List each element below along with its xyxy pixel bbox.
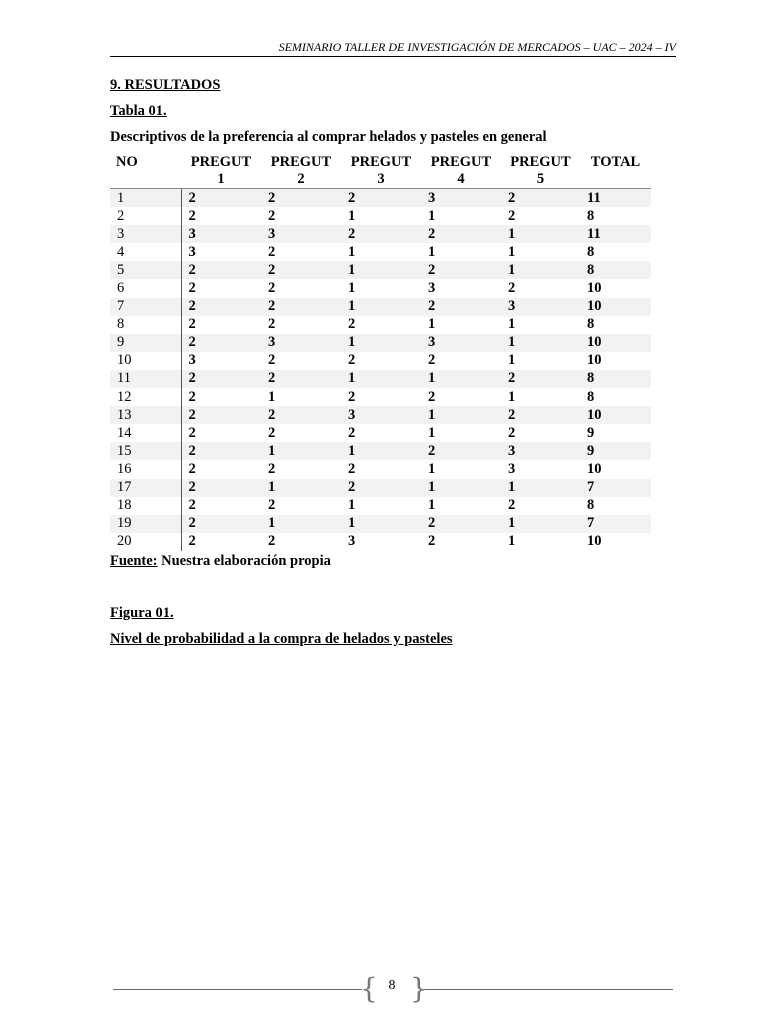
answer-cell: 2 xyxy=(261,261,341,279)
table-caption: Descriptivos de la preferencia al comprar helados y pasteles en general xyxy=(110,129,547,145)
column-header: PREGUT 3 xyxy=(341,154,421,189)
answer-cell: 2 xyxy=(341,479,421,497)
answer-cell: 3 xyxy=(341,406,421,424)
answer-cell: 2 xyxy=(188,388,196,405)
row-number-cell: 14 xyxy=(110,424,181,442)
table-row xyxy=(110,334,651,352)
answer-cell: 1 xyxy=(501,261,580,279)
answer-cell: 2 xyxy=(181,370,261,388)
row-number-cell: 20 xyxy=(110,533,181,551)
row-number-cell: 11 xyxy=(110,370,181,388)
answer-cell: 1 xyxy=(428,460,436,477)
answer-cell: 1 xyxy=(428,243,436,260)
row-number-cell: 19 xyxy=(110,515,181,533)
answer-cell: 2 xyxy=(181,515,261,533)
answer-cell: 1 xyxy=(501,479,580,497)
total-cell: 7 xyxy=(580,479,651,497)
table-row xyxy=(110,189,651,208)
answer-cell: 2 xyxy=(341,189,421,208)
row-number-cell: 6 xyxy=(110,279,181,297)
answer-cell: 1 xyxy=(348,280,356,297)
answer-cell: 2 xyxy=(268,280,276,297)
table-row xyxy=(110,515,651,533)
answer-cell: 2 xyxy=(508,424,516,441)
answer-cell: 1 xyxy=(508,316,516,333)
answer-cell: 2 xyxy=(268,424,276,441)
answer-cell: 1 xyxy=(348,243,356,260)
row-number-cell: 13 xyxy=(110,406,181,424)
answer-cell: 1 xyxy=(508,388,516,405)
answer-cell: 2 xyxy=(268,533,276,550)
total-cell: 8 xyxy=(587,497,595,514)
results-table xyxy=(110,154,651,551)
answer-cell: 2 xyxy=(268,460,276,477)
table-row xyxy=(110,442,651,460)
total-cell: 10 xyxy=(587,352,602,369)
answer-cell: 2 xyxy=(268,207,276,224)
total-cell: 8 xyxy=(587,388,595,405)
footer-rule-right xyxy=(422,989,673,990)
answer-cell: 2 xyxy=(261,298,341,316)
row-number-cell: 5 xyxy=(110,261,181,279)
total-cell: 10 xyxy=(580,406,651,424)
answer-cell: 2 xyxy=(261,406,341,424)
figure-caption: Nivel de probabilidad a la compra de helados y pasteles xyxy=(110,631,453,647)
table-row xyxy=(110,497,651,515)
answer-cell: 1 xyxy=(428,207,436,224)
answer-cell: 1 xyxy=(508,243,516,260)
answer-cell: 1 xyxy=(501,515,580,533)
answer-cell: 2 xyxy=(348,352,356,369)
answer-cell: 2 xyxy=(421,225,501,243)
running-header: SEMINARIO TALLER DE INVESTIGACIÓN DE MERCADOS – UAC – 2024 – IV xyxy=(110,40,676,57)
right-bracket-ornament: } xyxy=(410,972,428,1005)
answer-cell: 1 xyxy=(341,515,421,533)
answer-cell: 1 xyxy=(501,334,580,352)
answer-cell: 1 xyxy=(428,497,436,514)
answer-cell: 2 xyxy=(421,442,501,460)
answer-cell: 3 xyxy=(261,225,341,243)
total-cell: 8 xyxy=(587,207,595,224)
table-row xyxy=(110,298,651,316)
answer-cell: 1 xyxy=(501,225,580,243)
answer-cell: 1 xyxy=(428,316,436,333)
column-header: TOTAL xyxy=(580,154,651,189)
row-number-cell: 4 xyxy=(110,243,181,261)
total-cell: 10 xyxy=(587,460,602,477)
answer-cell: 2 xyxy=(501,189,580,208)
answer-cell: 2 xyxy=(348,388,356,405)
total-cell: 8 xyxy=(587,243,595,260)
table-row xyxy=(110,424,651,442)
answer-cell: 1 xyxy=(341,261,421,279)
table-row xyxy=(110,352,651,370)
answer-cell: 1 xyxy=(421,370,501,388)
answer-cell: 1 xyxy=(261,515,341,533)
answer-cell: 2 xyxy=(348,460,356,477)
answer-cell: 2 xyxy=(428,388,436,405)
answer-cell: 3 xyxy=(421,189,501,208)
column-header: NO xyxy=(110,154,181,189)
answer-cell: 1 xyxy=(428,424,436,441)
answer-cell: 2 xyxy=(268,497,276,514)
answer-cell: 2 xyxy=(508,497,516,514)
total-cell: 8 xyxy=(587,316,595,333)
total-cell: 10 xyxy=(587,533,602,550)
answer-cell: 2 xyxy=(268,352,276,369)
total-cell: 11 xyxy=(580,225,651,243)
page-number: 8 xyxy=(388,978,396,993)
total-cell: 9 xyxy=(587,424,595,441)
row-number-cell: 16 xyxy=(110,460,181,478)
column-header: PREGUT 2 xyxy=(261,154,341,189)
row-number-cell: 12 xyxy=(110,388,181,406)
table-row xyxy=(110,388,651,406)
answer-cell: 2 xyxy=(268,243,276,260)
answer-cell: 3 xyxy=(261,334,341,352)
table-row xyxy=(110,533,651,551)
answer-cell: 1 xyxy=(341,334,421,352)
answer-cell: 1 xyxy=(421,479,501,497)
total-cell: 11 xyxy=(580,189,651,208)
table-row xyxy=(110,460,651,478)
answer-cell: 3 xyxy=(348,533,356,550)
row-number-cell: 3 xyxy=(110,225,181,243)
table-row xyxy=(110,370,651,388)
row-number-cell: 17 xyxy=(110,479,181,497)
answer-cell: 2 xyxy=(501,370,580,388)
answer-cell: 1 xyxy=(268,388,276,405)
answer-cell: 3 xyxy=(181,225,261,243)
section-heading: 9. RESULTADOS xyxy=(110,77,221,93)
answer-cell: 2 xyxy=(348,424,356,441)
total-cell: 7 xyxy=(580,515,651,533)
table-row xyxy=(110,207,651,225)
answer-cell: 2 xyxy=(268,316,276,333)
answer-cell: 2 xyxy=(181,406,261,424)
source-label: Fuente: xyxy=(110,553,158,569)
total-cell: 10 xyxy=(580,334,651,352)
figure-label: Figura 01. xyxy=(110,605,174,621)
total-cell: 9 xyxy=(580,442,651,460)
answer-cell: 1 xyxy=(508,352,516,369)
answer-cell: 2 xyxy=(261,370,341,388)
total-cell: 10 xyxy=(580,298,651,316)
answer-cell: 3 xyxy=(188,352,196,369)
total-cell: 8 xyxy=(580,370,651,388)
answer-cell: 2 xyxy=(421,515,501,533)
source-text: Nuestra elaboración propia xyxy=(157,553,331,569)
column-header: PREGUT 1 xyxy=(181,154,261,189)
table-row xyxy=(110,279,651,297)
answer-cell: 3 xyxy=(501,298,580,316)
answer-cell: 1 xyxy=(508,533,516,550)
table-row xyxy=(110,479,651,497)
answer-cell: 2 xyxy=(181,298,261,316)
row-number-cell: 8 xyxy=(110,316,181,334)
row-number-cell: 2 xyxy=(110,207,181,225)
table-row xyxy=(110,406,651,424)
answer-cell: 1 xyxy=(341,298,421,316)
answer-cell: 2 xyxy=(421,261,501,279)
footer-rule-left xyxy=(113,989,362,990)
answer-cell: 3 xyxy=(501,442,580,460)
row-number-cell: 9 xyxy=(110,334,181,352)
answer-cell: 3 xyxy=(421,334,501,352)
column-header: PREGUT 5 xyxy=(501,154,580,189)
answer-cell: 2 xyxy=(181,334,261,352)
total-cell: 8 xyxy=(580,261,651,279)
row-number-cell: 15 xyxy=(110,442,181,460)
answer-cell: 3 xyxy=(508,460,516,477)
answer-cell: 3 xyxy=(428,280,436,297)
answer-cell: 1 xyxy=(261,479,341,497)
table-row xyxy=(110,316,651,334)
answer-cell: 2 xyxy=(181,261,261,279)
row-number-cell: 10 xyxy=(110,352,181,370)
column-header: PREGUT 4 xyxy=(421,154,501,189)
answer-cell: 2 xyxy=(181,189,261,208)
answer-cell: 2 xyxy=(428,533,436,550)
answer-cell: 1 xyxy=(421,406,501,424)
answer-cell: 2 xyxy=(421,298,501,316)
answer-cell: 2 xyxy=(501,406,580,424)
answer-cell: 2 xyxy=(188,207,196,224)
answer-cell: 2 xyxy=(181,442,261,460)
row-number-cell: 7 xyxy=(110,298,181,316)
answer-cell: 3 xyxy=(188,243,196,260)
table-header-row xyxy=(110,154,651,189)
answer-cell: 2 xyxy=(348,316,356,333)
answer-cell: 2 xyxy=(188,316,196,333)
answer-cell: 2 xyxy=(341,225,421,243)
answer-cell: 2 xyxy=(261,189,341,208)
total-cell: 10 xyxy=(587,280,602,297)
answer-cell: 2 xyxy=(508,280,516,297)
answer-cell: 1 xyxy=(348,207,356,224)
answer-cell: 1 xyxy=(261,442,341,460)
table-source xyxy=(110,553,331,570)
row-number-cell: 1 xyxy=(110,189,181,208)
answer-cell: 2 xyxy=(188,497,196,514)
answer-cell: 2 xyxy=(181,479,261,497)
answer-cell: 2 xyxy=(188,460,196,477)
row-number-cell: 18 xyxy=(110,497,181,515)
left-bracket-ornament: { xyxy=(360,972,378,1005)
table-row xyxy=(110,261,651,279)
answer-cell: 2 xyxy=(188,424,196,441)
answer-cell: 1 xyxy=(348,497,356,514)
answer-cell: 2 xyxy=(188,533,196,550)
answer-cell: 2 xyxy=(188,280,196,297)
table-row xyxy=(110,243,651,261)
answer-cell: 2 xyxy=(428,352,436,369)
answer-cell: 2 xyxy=(508,207,516,224)
answer-cell: 1 xyxy=(341,370,421,388)
table-row xyxy=(110,225,651,243)
answer-cell: 1 xyxy=(341,442,421,460)
table-label: Tabla 01. xyxy=(110,103,167,119)
